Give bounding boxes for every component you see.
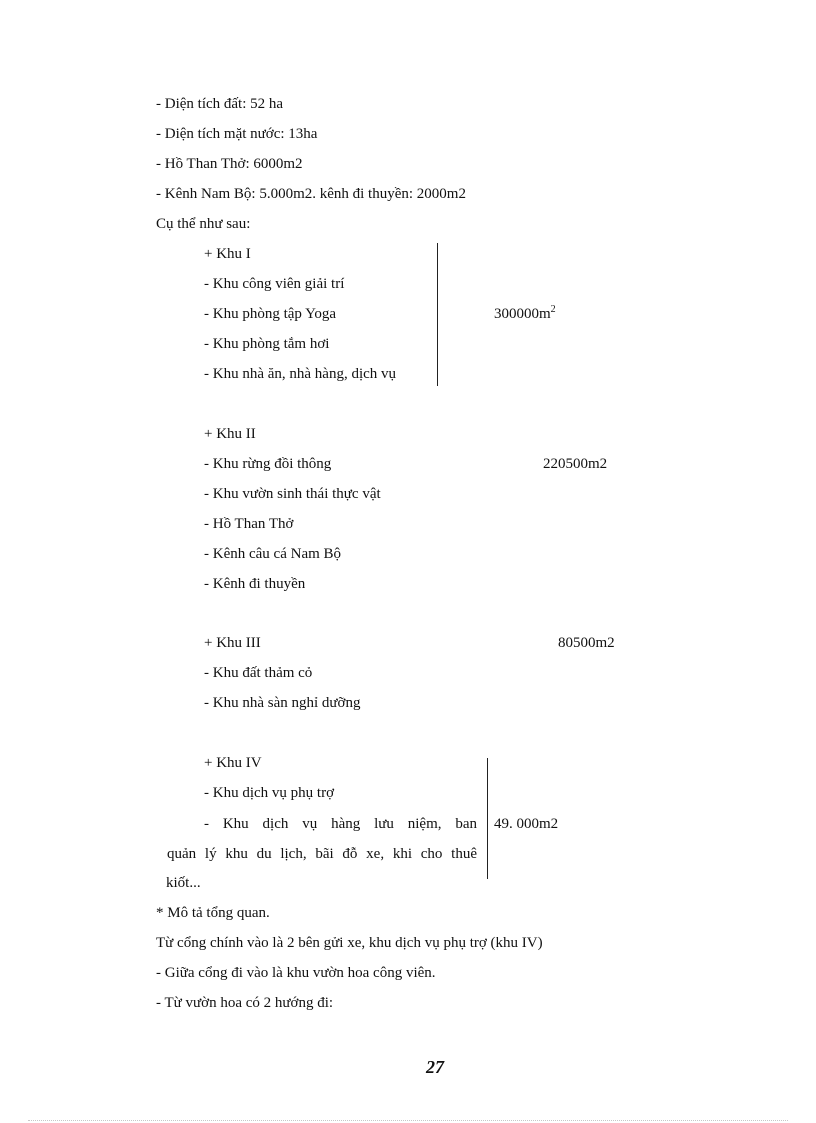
zone-1-item: - Khu phòng tắm hơi (204, 336, 330, 352)
zone-2-item: - Kênh đi thuyền (204, 576, 306, 592)
zone-3-title: + Khu III (204, 635, 261, 651)
zone-1-title: + Khu I (204, 246, 251, 262)
water-area-line: - Diện tích mặt nước: 13ha (156, 126, 318, 142)
zone-1-item: - Khu phòng tập Yoga (204, 306, 337, 322)
zone-4-item: - Khu dịch vụ hàng lưu niệm, ban (204, 816, 477, 832)
overview-heading: * Mô tả tổng quan. (156, 905, 270, 921)
zone-4-area: 49. 000m2 (494, 816, 559, 832)
zone-2-item: - Kênh câu cá Nam Bộ (204, 546, 342, 562)
lake-area-line: - Hồ Than Thở: 6000m2 (156, 156, 303, 172)
zone-2-title: + Khu II (204, 426, 256, 442)
land-area-line: - Diện tích đất: 52 ha (156, 96, 284, 112)
details-heading: Cụ thể như sau: (156, 216, 251, 232)
zone-1-item: - Khu nhà ăn, nhà hàng, dịch vụ (204, 366, 397, 382)
zone-3-item: - Khu nhà sàn nghỉ dưỡng (204, 695, 361, 711)
zone-3-item: - Khu đất thảm cỏ (204, 665, 313, 681)
zone-4-item-continued: quản lý khu du lịch, bãi đỗ xe, khi cho thuê (167, 846, 477, 862)
overview-line: - Giữa cổng đi vào là khu vườn hoa công viên. (156, 965, 436, 981)
page-number: 27 (426, 1057, 444, 1077)
zone-1-item: - Khu công viên giải trí (204, 276, 345, 292)
overview-line: Từ cổng chính vào là 2 bên gửi xe, khu dịch vụ phụ trợ (khu IV) (156, 935, 543, 951)
zone-1-bracket-line (437, 243, 438, 386)
zone-3-area: 80500m2 (558, 635, 615, 651)
page-bottom-divider (28, 1120, 788, 1121)
zone-4-bracket-line (487, 758, 488, 879)
zone-4-item: - Khu dịch vụ phụ trợ (204, 785, 334, 801)
overview-line: - Từ vườn hoa có 2 hướng đi: (156, 995, 334, 1011)
canal-area-line: - Kênh Nam Bộ: 5.000m2. kênh đi thuyền: 2000m2 (156, 186, 466, 202)
zone-4-title: + Khu IV (204, 755, 262, 771)
zone-2-item: - Khu vườn sinh thái thực vật (204, 486, 381, 502)
zone-2-item: - Khu rừng đồi thông (204, 456, 332, 472)
zone-2-item: - Hồ Than Thở (204, 516, 294, 532)
zone-4-item-continued: kiốt... (166, 875, 201, 891)
zone-2-area: 220500m2 (543, 456, 608, 472)
zone-1-area: $300000m^2$ (494, 304, 556, 322)
